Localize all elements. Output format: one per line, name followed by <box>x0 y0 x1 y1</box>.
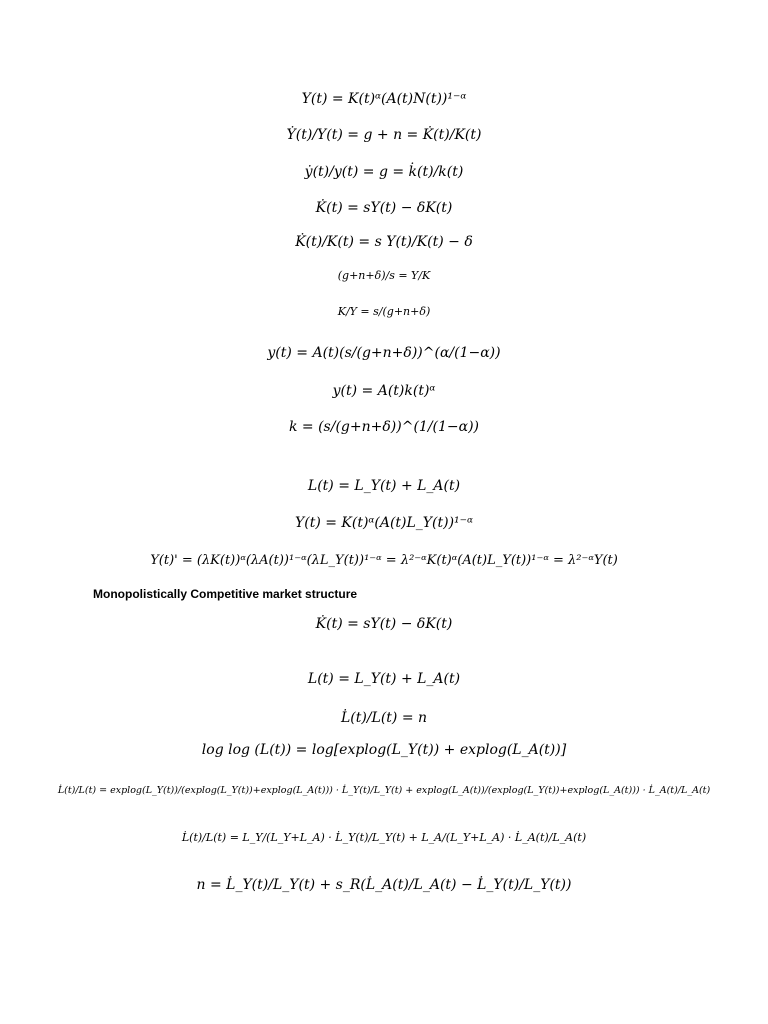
equation-labor-shares: L̇(t)/L(t) = L_Y/(L_Y+L_A) · L̇_Y(t)/L_Y(t) + L_A/(L_Y+L_A) · L̇_A(t)/L_A(t) <box>181 831 587 844</box>
equation-capital-accumulation-2: K̇(t) = sY(t) − δK(t) <box>315 616 453 632</box>
equation-per-capita-growth: ẏ(t)/y(t) = g = k̇(t)/k(t) <box>304 164 464 180</box>
equation-capital-output-ratio: K/Y = s/(g+n+δ) <box>337 305 431 318</box>
equation-output-capital-ratio: (g+n+δ)/s = Y/K <box>337 269 431 282</box>
equation-population-growth: n = L̇_Y(t)/L_Y(t) + s_R(L̇_A(t)/L_A(t) − L̇_Y(t)/L_Y(t)) <box>196 877 572 893</box>
equation-production-labor: Y(t) = K(t)ᵅ(A(t)L_Y(t))¹⁻ᵅ <box>294 515 473 531</box>
equation-output-per-worker: y(t) = A(t)(s/(g+n+δ))^(α/(1−α)) <box>267 345 501 361</box>
equation-growth-rates: Ẏ(t)/Y(t) = g + n = K̇(t)/K(t) <box>286 127 482 143</box>
equation-labor-split-2: L(t) = L_Y(t) + L_A(t) <box>307 671 461 687</box>
section-heading: Monopolistically Competitive market structure <box>93 587 358 601</box>
equation-labor-growth-decomposition: L̇(t)/L(t) = explog(L_Y(t))/(explog(L_Y(t))+explog(L_A(t))) · L̇_Y(t)/L_Y(t) + explog(L_A(t))/(explog(L_Y(t))+explog(L_A(t))) · L̇_A(t)/L_A(t) <box>57 785 711 796</box>
equation-labor-split: L(t) = L_Y(t) + L_A(t) <box>307 478 461 494</box>
equation-capital-accumulation: K̇(t) = sY(t) − δK(t) <box>315 200 453 216</box>
equation-production-function: Y(t) = K(t)ᵅ(A(t)N(t))¹⁻ᵅ <box>301 91 467 107</box>
equation-log-labor: log log (L(t)) = log[explog(L_Y(t)) + explog(L_A(t))] <box>201 742 567 758</box>
equation-intensive-form: y(t) = A(t)k(t)ᵅ <box>332 383 436 399</box>
equation-scaling: Y(t)' = (λK(t))ᵅ(λA(t))¹⁻ᵅ(λL_Y(t))¹⁻ᵅ = λ²⁻ᵅK(t)ᵅ(A(t)L_Y(t))¹⁻ᵅ = λ²⁻ᵅY(t) <box>150 553 618 568</box>
equation-steady-state-capital: k = (s/(g+n+δ))^(1/(1−α)) <box>288 419 480 435</box>
equation-labor-growth: L̇(t)/L(t) = n <box>340 710 428 726</box>
equation-capital-growth: K̇(t)/K(t) = s Y(t)/K(t) − δ <box>295 234 473 250</box>
